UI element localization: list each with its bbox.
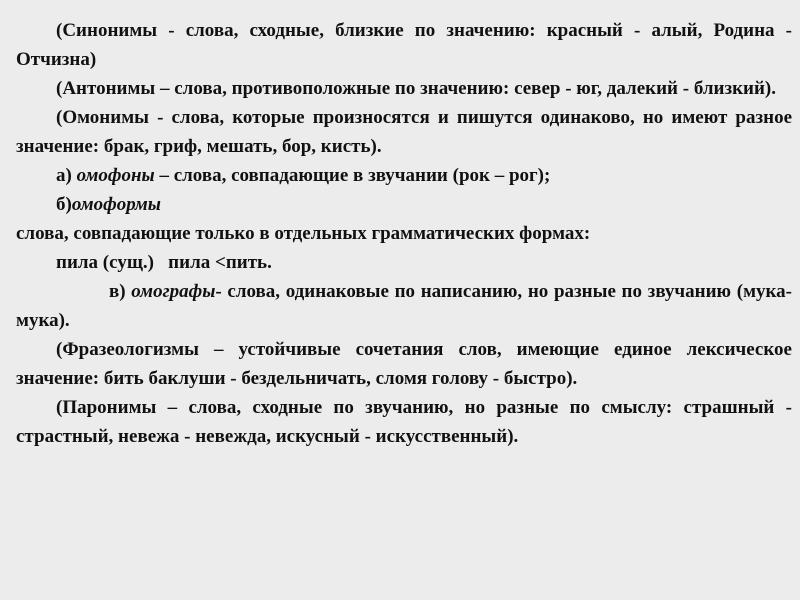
paragraph-phraseologisms: (Фразеологизмы – устойчивые сочетания слов, имеющие единое лексическое значение: бить баклуши - бездельничать, сломя голову - быстро). [16,339,792,389]
term-homographs: омографы [131,281,216,302]
item-homoforms-definition: слова, совпадающие только в отдельных грамматических формах: [16,223,591,244]
slide-content [16,16,792,451]
item-a-prefix: а) [56,165,77,186]
item-homoforms [16,190,792,219]
item-b-prefix: б) [56,194,72,215]
item-c-definition: - слова, одинаковые по написанию, но разные по звучанию (мука- мука). [16,281,792,331]
pila-example: пила (сущ.) пила <пить. [56,252,272,273]
item-homographs [16,277,792,335]
paragraph-paronyms: (Паронимы – слова, сходные по звучанию, но разные по смыслу: страшный - страстный, невежа - невежда, искусный - искусственный). [16,397,792,447]
item-homophones [16,161,792,190]
item-a-definition: – слова, совпадающие в звучании (рок – рог); [154,165,551,186]
term-homoforms: омоформы [71,194,161,215]
paragraph-synonyms: (Синонимы - слова, сходные, близкие по значению: красный - алый, Родина - Отчизна) [16,20,792,70]
item-c-prefix: в) [109,281,132,302]
paragraph-antonyms: (Антонимы – слова, противоположные по значению: север - юг, далекий - близкий). [56,78,777,99]
paragraph-homonyms: (Омонимы - слова, которые произносятся и пишутся одинаково, но имеют разное значение: брак, гриф, мешать, бор, кисть). [16,107,792,157]
term-homophones: омофоны [76,165,155,186]
